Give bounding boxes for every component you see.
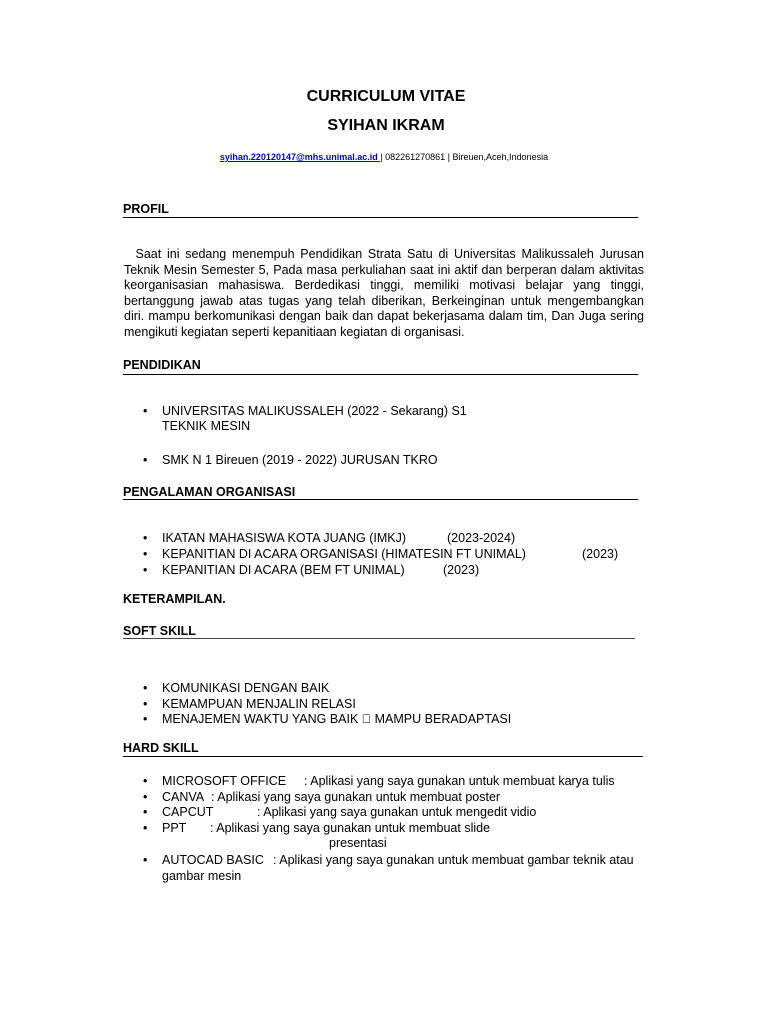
- hard-skill-name: PPT: [162, 821, 187, 835]
- hard-skill-desc-cont: gambar mesin: [162, 869, 242, 883]
- bullet-icon: •: [143, 853, 148, 867]
- bullet-icon: •: [143, 531, 148, 545]
- section-divider: [123, 499, 638, 500]
- bullet-icon: •: [143, 712, 148, 726]
- section-divider: [123, 217, 638, 218]
- hard-skill-desc: : Aplikasi yang saya gunakan untuk mengedit vidio: [257, 805, 537, 819]
- organization-item: IKATAN MAHASISWA KOTA JUANG (IMKJ): [162, 531, 407, 545]
- section-heading-pendidikan: PENDIDIKAN: [123, 358, 201, 372]
- bullet-icon: •: [143, 790, 148, 804]
- section-heading-soft-skill: SOFT SKILL: [123, 624, 196, 638]
- bullet-icon: •: [143, 697, 148, 711]
- contact-details: | 082261270861 | Bireuen,Aceh,Indonesia: [380, 152, 549, 162]
- section-heading-profil: PROFIL: [123, 202, 169, 216]
- hard-skill-desc: : Aplikasi yang saya gunakan untuk membuat slide: [210, 821, 491, 835]
- email-link[interactable]: syihan.220120147@mhs.unimal.ac.id: [219, 152, 381, 162]
- bullet-icon: •: [143, 404, 148, 418]
- bullet-icon: •: [143, 547, 148, 561]
- soft-skill-item: MENAJEMEN WAKTU YANG BAIK MAMPU BERADAPTASI: [162, 712, 499, 726]
- section-heading-keterampilan: KETERAMPILAN.: [123, 592, 226, 606]
- bullet-icon: •: [143, 681, 148, 695]
- bullet-icon: •: [143, 453, 148, 467]
- organization-item: KEPANITIAN DI ACARA (BEM FT UNIMAL): [162, 563, 405, 577]
- hard-skill-desc: : Aplikasi yang saya gunakan untuk membuat poster: [211, 790, 501, 804]
- organization-year: (2023): [582, 547, 619, 561]
- bullet-icon: •: [143, 821, 148, 835]
- profil-paragraph: [124, 247, 644, 341]
- section-divider: [123, 638, 635, 639]
- education-item: UNIVERSITAS MALIKUSSALEH (2022 - Sekarang) S1: [162, 404, 467, 418]
- education-item: SMK N 1 Bireuen (2019 - 2022) JURUSAN TKRO: [162, 453, 438, 467]
- organization-year: (2023): [443, 563, 480, 577]
- section-divider: [123, 756, 643, 757]
- soft-skill-item: KEMAMPUAN MENJALIN RELASI: [162, 697, 356, 711]
- hard-skill-name: MICROSOFT OFFICE: [162, 774, 287, 788]
- bullet-icon: •: [143, 774, 148, 788]
- bullet-icon: •: [143, 563, 148, 577]
- contact-line: [0, 152, 768, 162]
- person-name: SYIHAN IKRAM: [327, 117, 445, 134]
- bullet-icon: •: [143, 805, 148, 819]
- hard-skill-desc-cont: presentasi: [329, 836, 387, 850]
- organization-year: (2023-2024): [447, 531, 516, 545]
- section-heading-organisasi: PENGALAMAN ORGANISASI: [123, 485, 296, 499]
- education-item-cont: TEKNIK MESIN: [162, 419, 251, 433]
- profil-text: Saat ini sedang menempuh Pendidikan Strata Satu di Universitas Malikussaleh Jurusan Teknik Mesin Semester 5, Pada masa perkuliahan saat ini aktif dan berperan dalam aktivitas keorganisasian mahasiswa. Berdedikasi tinggi, memiliki motivasi belajar yang tinggi, bertanggung jawab atas tugas yang telah diberikan, Berkeinginan untuk mengembangkan diri. mampu berkomunikasi dengan baik dan dapat bekerjasama dalam tim, Dan Juga sering mengikuti kegiatan seperti kepanitiaan kegiatan di organisasi.: [124, 247, 645, 339]
- hard-skill-name: CANVA: [162, 790, 205, 804]
- hard-skill-desc: : Aplikasi yang saya gunakan untuk membuat karya tulis: [304, 774, 615, 788]
- hard-skill-name: AUTOCAD BASIC: [162, 853, 264, 867]
- hard-skill-name: CAPCUT: [162, 805, 214, 819]
- organization-item: KEPANITIAN DI ACARA ORGANISASI (HIMATESIN FT UNIMAL): [162, 547, 526, 561]
- section-heading-hard-skill: HARD SKILL: [123, 741, 199, 755]
- hard-skill-desc: : Aplikasi yang saya gunakan untuk membuat gambar teknik atau: [273, 853, 634, 867]
- soft-skill-item: KOMUNIKASI DENGAN BAIK: [162, 681, 330, 695]
- section-divider: [123, 374, 638, 375]
- document-title: CURRICULUM VITAE: [306, 88, 466, 105]
